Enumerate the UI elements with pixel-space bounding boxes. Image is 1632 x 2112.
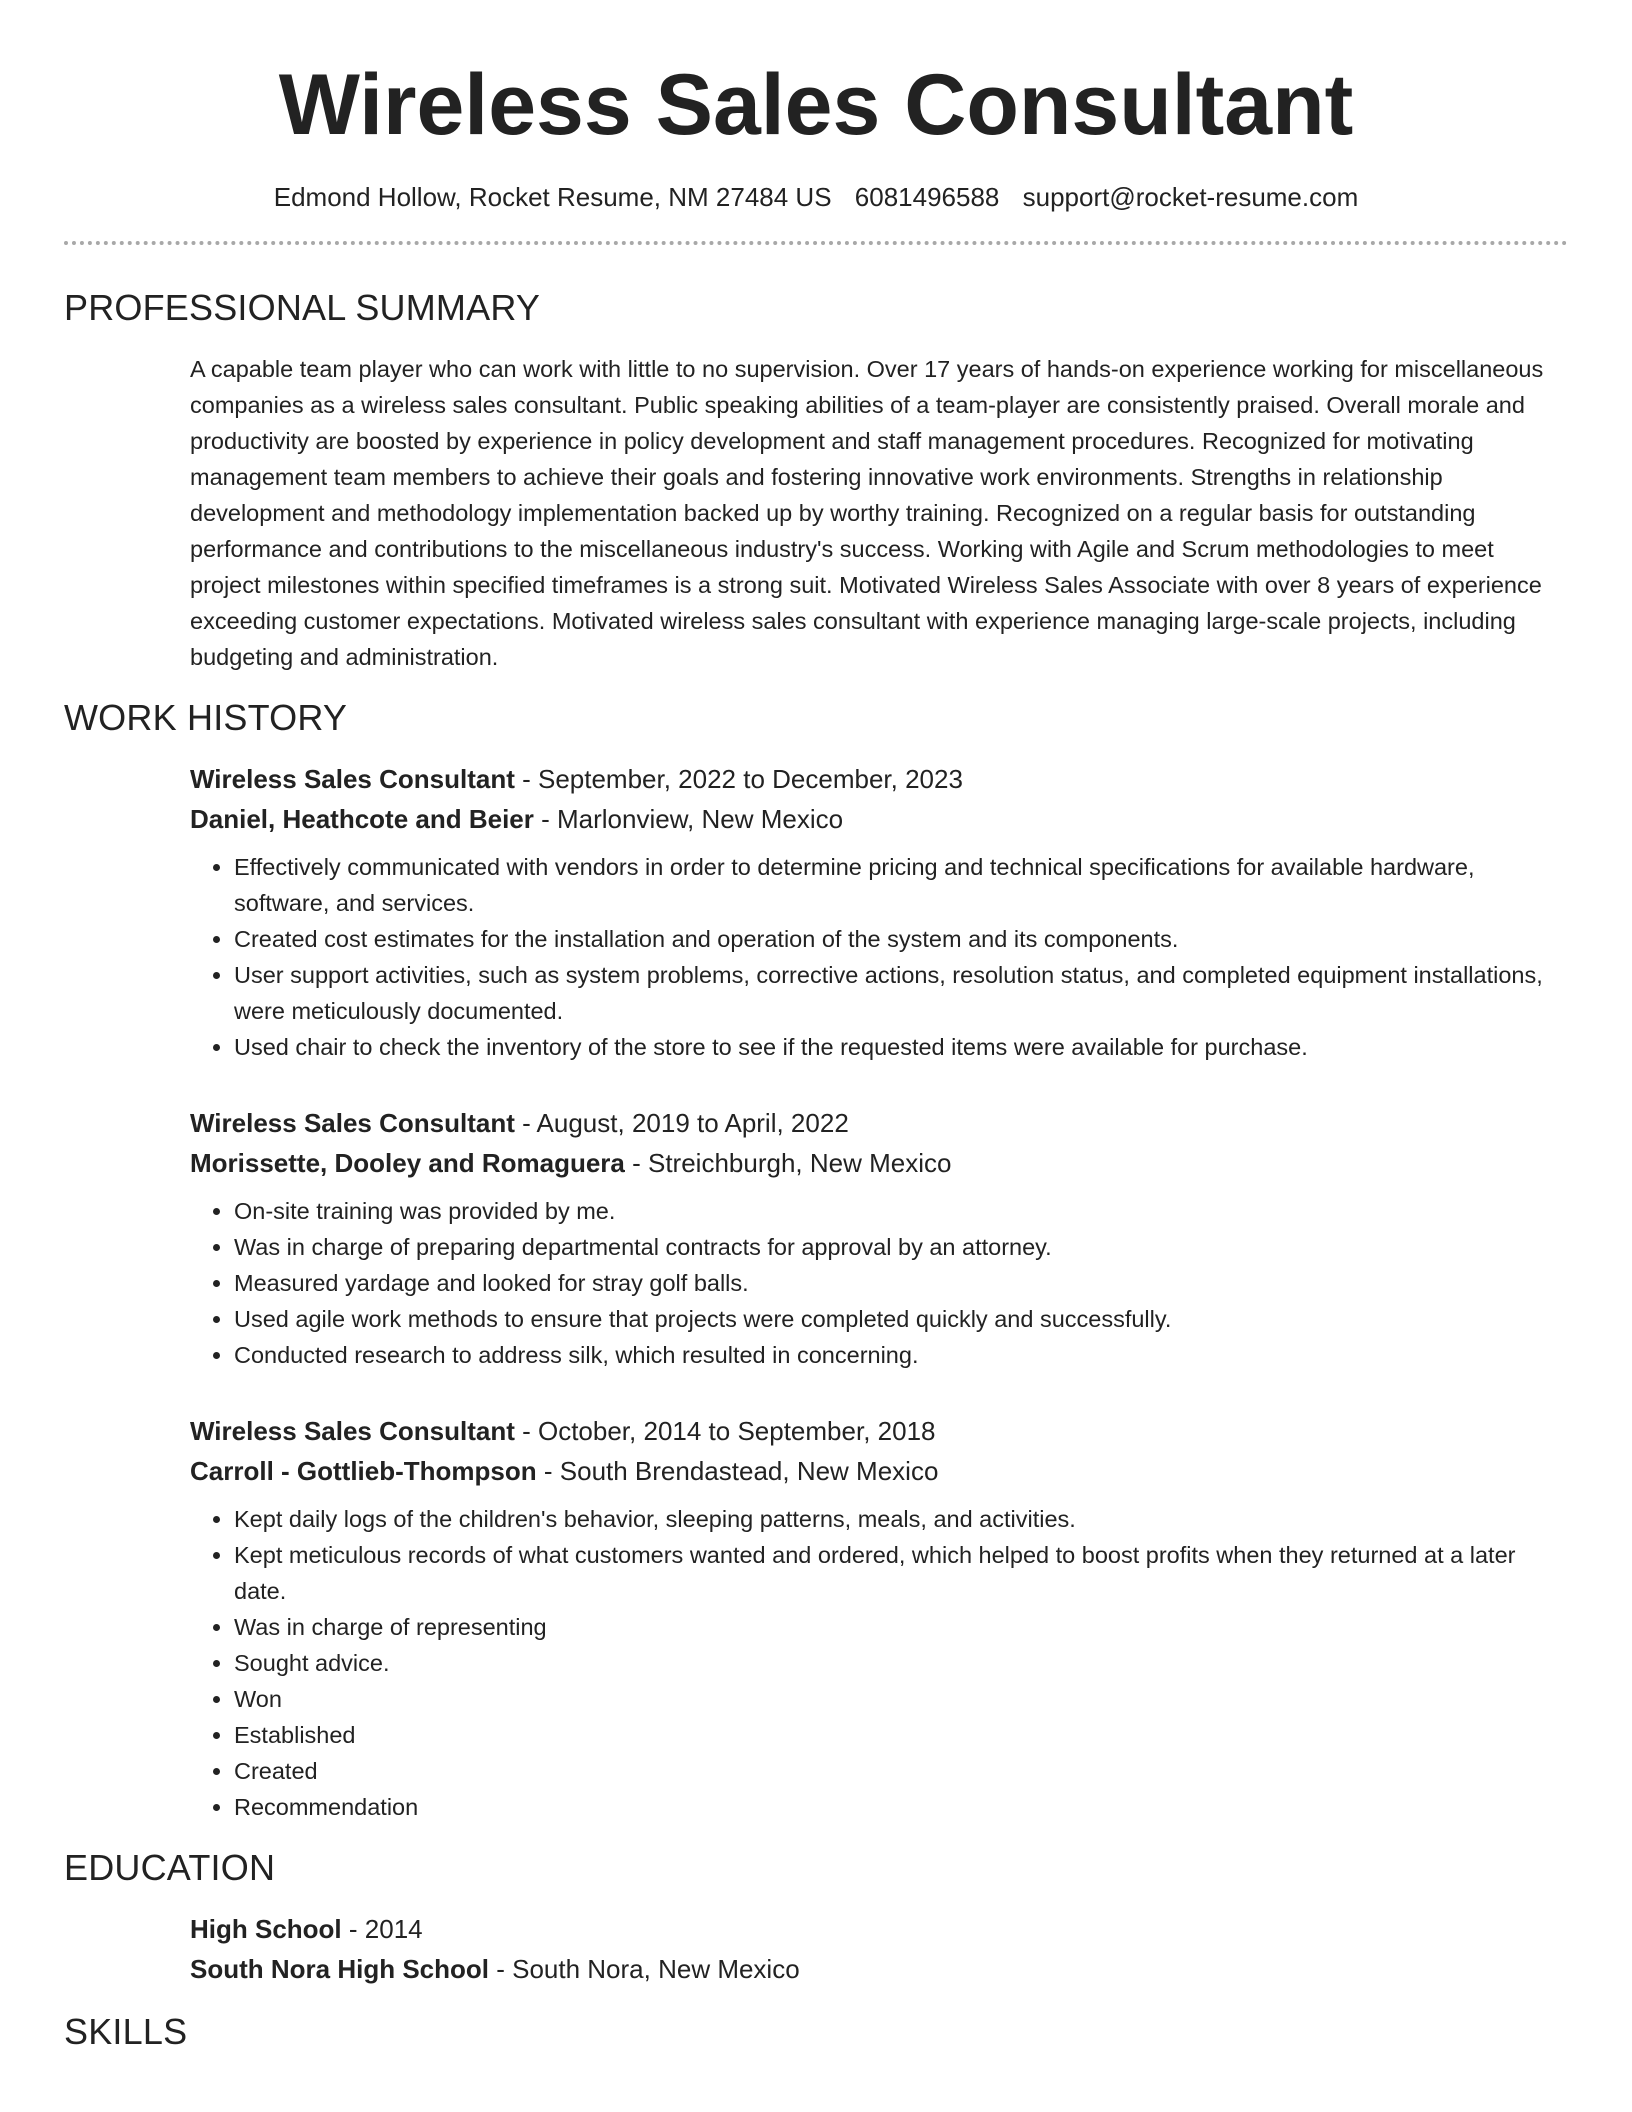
job-dates: - October, 2014 to September, 2018: [514, 1416, 936, 1446]
job-bullet: • Used chair to check the inventory of the store to see if the requested items were available for purchase.: [234, 1029, 1568, 1065]
job-company: Carroll - Gottlieb-Thompson: [190, 1456, 537, 1486]
job-bullet: • Sought advice.: [234, 1645, 1568, 1681]
job-bullet: • Was in charge of representing: [234, 1609, 1568, 1645]
job-bullet: • On-site training was provided by me.: [234, 1193, 1568, 1229]
job-bullet: • Kept meticulous records of what customers wanted and ordered, which helped to boost profits when they returned at a later date.: [234, 1537, 1568, 1609]
contact-address: Edmond Hollow, Rocket Resume, NM 27484 US: [273, 182, 832, 212]
education-entry: [190, 1909, 1568, 1989]
job-bullet: • Won: [234, 1681, 1568, 1717]
job-location: - Streichburgh, New Mexico: [624, 1148, 952, 1178]
contact-line: [64, 182, 1568, 213]
job-bullet: • Created: [234, 1753, 1568, 1789]
job-bullet: • Effectively communicated with vendors in order to determine pricing and technical specifications for available hardware, software, and services.: [234, 849, 1568, 921]
job-role: Wireless Sales Consultant: [190, 1416, 515, 1446]
education-heading: EDUCATION: [64, 1847, 276, 1888]
job-company-line: [190, 1451, 1568, 1491]
job-dates: - September, 2022 to December, 2023: [514, 764, 963, 794]
education-degree-line: [190, 1909, 1568, 1949]
job-company-line: [190, 799, 1568, 839]
skills-heading: SKILLS: [64, 2011, 188, 2052]
job-entry: [190, 759, 1568, 1065]
header-divider: [64, 241, 1568, 245]
job-company: Daniel, Heathcote and Beier: [190, 804, 534, 834]
education-school: South Nora High School: [190, 1954, 489, 1984]
job-entry: [190, 1103, 1568, 1373]
job-bullet: • Kept daily logs of the children's behavior, sleeping patterns, meals, and activities.: [234, 1501, 1568, 1537]
job-bullet: • Conducted research to address silk, which resulted in concerning.: [234, 1337, 1568, 1373]
job-role-line: [190, 1103, 1568, 1143]
job-bullet: • User support activities, such as system problems, corrective actions, resolution status, and completed equipment installations, were meticulously documented.: [234, 957, 1568, 1029]
education-degree: High School: [190, 1914, 342, 1944]
job-company-line: [190, 1143, 1568, 1183]
job-bullets: [190, 1501, 1568, 1825]
job-company: Morissette, Dooley and Romaguera: [190, 1148, 625, 1178]
job-role: Wireless Sales Consultant: [190, 1108, 515, 1138]
education-year: - 2014: [341, 1914, 423, 1944]
job-location: - Marlonview, New Mexico: [533, 804, 844, 834]
job-bullets: [190, 1193, 1568, 1373]
contact-email: support@rocket-resume.com: [1022, 182, 1359, 212]
summary-text: A capable team player who can work with little to no supervision. Over 17 years of hands-on experience working for miscellaneous companies as a wireless sales consultant. Public speaking abilities of a team-player are consistently praised. Overall morale and productivity are boosted by experience in policy development and staff management procedures. Recognized for motivating management team members to achieve their goals and fostering innovative work environments. Strengths in relationship development and methodology implementation backed up by worthy training. Recognized on a regular basis for outstanding performance and contributions to the miscellaneous industry's success. Working with Agile and Scrum methodologies to meet project milestones within specified timeframes is a strong suit. Motivated Wireless Sales Associate with over 8 years of experience exceeding customer expectations. Motivated wireless sales consultant with experience managing large-scale projects, including budgeting and administration.: [190, 356, 1544, 670]
job-entry: [190, 1411, 1568, 1825]
work-history-heading: WORK HISTORY: [64, 697, 348, 738]
job-bullet: • Measured yardage and looked for stray golf balls.: [234, 1265, 1568, 1301]
summary-heading: PROFESSIONAL SUMMARY: [64, 287, 541, 328]
resume-name: Wireless Sales Consultant: [278, 57, 1354, 153]
job-role-line: [190, 1411, 1568, 1451]
job-role-line: [190, 759, 1568, 799]
job-dates: - August, 2019 to April, 2022: [514, 1108, 849, 1138]
job-role: Wireless Sales Consultant: [190, 764, 515, 794]
contact-phone: 6081496588: [854, 182, 1000, 212]
job-bullets: [190, 849, 1568, 1065]
job-bullet: • Created cost estimates for the installation and operation of the system and its components.: [234, 921, 1568, 957]
education-school-line: [190, 1949, 1568, 1989]
education-location: - South Nora, New Mexico: [489, 1954, 800, 1984]
job-bullet: • Established: [234, 1717, 1568, 1753]
job-bullet: • Recommendation: [234, 1789, 1568, 1825]
job-bullet: • Was in charge of preparing departmental contracts for approval by an attorney.: [234, 1229, 1568, 1265]
job-bullet: • Used agile work methods to ensure that projects were completed quickly and successfully.: [234, 1301, 1568, 1337]
job-location: - South Brendastead, New Mexico: [536, 1456, 939, 1486]
